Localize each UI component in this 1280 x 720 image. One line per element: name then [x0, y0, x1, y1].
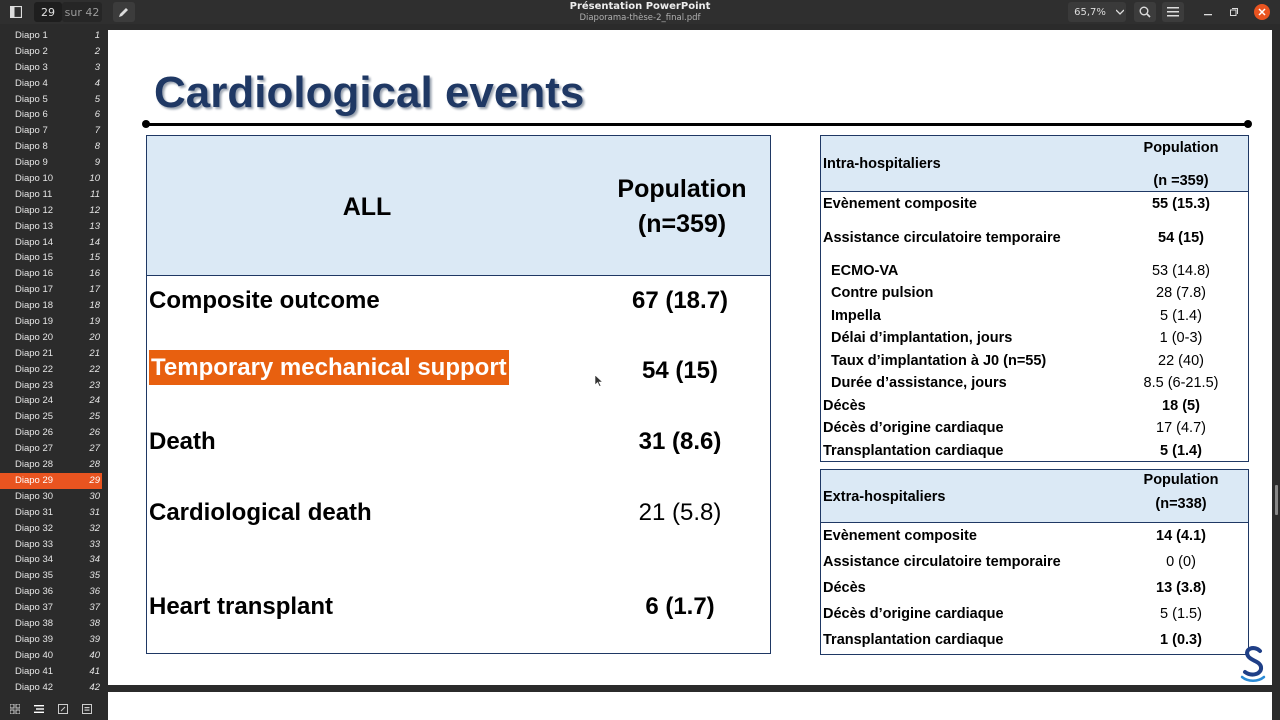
- bookmark-icon: [82, 704, 92, 714]
- sidebar-item-diapo-24[interactable]: [0, 393, 102, 409]
- sidebar-item-label: Diapo 22: [15, 363, 54, 375]
- sidebar-item-number: 36: [89, 586, 100, 598]
- sidebar-item-diapo-30[interactable]: [0, 489, 102, 505]
- row-value: 14 (4.1): [1156, 528, 1206, 544]
- row-value: 21 (5.8): [638, 499, 722, 526]
- header-population-n: (n=338): [1155, 496, 1207, 512]
- maximize-button[interactable]: [1226, 2, 1242, 22]
- sidebar-item-label: Diapo 35: [15, 570, 54, 582]
- sidebar-item-diapo-36[interactable]: [0, 584, 102, 600]
- row-label: Transplantation cardiaque: [823, 443, 1004, 459]
- edit-icon: [58, 704, 68, 714]
- sidebar-item-number: 19: [89, 316, 100, 328]
- page-total: sur 42: [62, 2, 102, 22]
- search-button[interactable]: [1134, 2, 1156, 22]
- sidebar-item-label: Diapo 27: [15, 443, 54, 455]
- row-value: 54 (15): [641, 357, 719, 384]
- scrollbar-thumb[interactable]: [1275, 485, 1278, 515]
- mouse-cursor-icon: [595, 375, 603, 387]
- sidebar-item-label: Diapo 17: [15, 284, 54, 296]
- sidebar-item-label: Diapo 34: [15, 554, 54, 566]
- header-population: Population: [617, 175, 747, 203]
- sidebar-item-label: Diapo 3: [15, 61, 48, 73]
- page-number-input[interactable]: 29: [34, 2, 62, 22]
- sidebar-item-number: 20: [89, 331, 100, 343]
- row-label: Décès d’origine cardiaque: [823, 420, 1004, 436]
- row-label: Contre pulsion: [831, 285, 934, 301]
- sidebar-item-number: 37: [89, 602, 100, 614]
- sidebar-item-number: 33: [89, 538, 100, 550]
- sidebar-item-diapo-20[interactable]: [0, 330, 102, 346]
- sidebar-item-diapo-41[interactable]: [0, 664, 102, 680]
- sidebar-item-number: 4: [94, 77, 100, 89]
- sidebar-item-diapo-22[interactable]: [0, 362, 102, 378]
- sidebar-item-label: Diapo 26: [15, 427, 54, 439]
- sidebar-item-number: 16: [89, 268, 100, 280]
- row-value: 67 (18.7): [631, 287, 729, 314]
- sidebar-item-diapo-15[interactable]: [0, 250, 102, 266]
- sidebar-item-diapo-31[interactable]: [0, 505, 102, 521]
- sidebar-item-diapo-11[interactable]: [0, 187, 102, 203]
- sidebar-item-label: Diapo 16: [15, 268, 54, 280]
- sidebar-item-diapo-4[interactable]: [0, 76, 102, 92]
- row-label: Décès: [823, 580, 866, 596]
- row-value: 0 (0): [1166, 554, 1196, 570]
- row-label: Décès: [823, 398, 866, 414]
- zoom-value: 65,7%: [1074, 6, 1106, 18]
- thumbnails-view-button[interactable]: [6, 701, 24, 717]
- sidebar-item-diapo-27[interactable]: [0, 441, 102, 457]
- sidebar-item-diapo-25[interactable]: [0, 409, 102, 425]
- app-title: Présentation PowerPoint: [569, 1, 711, 12]
- sidebar-item-label: Diapo 23: [15, 379, 54, 391]
- sidebar-item-diapo-6[interactable]: [0, 107, 102, 123]
- next-slide-preview: [108, 692, 1272, 720]
- sidebar-item-number: 28: [89, 459, 100, 471]
- sidebar-item-number: 12: [89, 204, 100, 216]
- sidebar-item-label: Diapo 7: [15, 125, 48, 137]
- list-icon: [34, 704, 44, 714]
- row-label: Taux d’implantation à J0 (n=55): [831, 353, 1047, 369]
- row-label: Evènement composite: [823, 196, 977, 212]
- sidebar-item-number: 8: [94, 141, 100, 153]
- sidebar-item-number: 7: [94, 125, 100, 137]
- row-value: 22 (40): [1158, 353, 1204, 369]
- sidebar-item-label: Diapo 4: [15, 77, 48, 89]
- extra-hospital-table: [820, 469, 1249, 655]
- sidebar-item-label: Diapo 42: [15, 681, 54, 693]
- sidebar-item-label: Diapo 11: [15, 188, 53, 200]
- outline-view-button[interactable]: [30, 701, 48, 717]
- pen-icon: [118, 6, 130, 18]
- header-all: ALL: [342, 193, 392, 221]
- sidebar-item-number: 31: [89, 506, 100, 518]
- sidebar-toggle-button[interactable]: [4, 2, 28, 22]
- sidebar-item-number: 26: [89, 427, 100, 439]
- sidebar-item-number: 38: [89, 617, 100, 629]
- sidebar-item-label: Diapo 19: [15, 316, 54, 328]
- intra-hospital-table: [820, 135, 1249, 462]
- sidebar-item-diapo-13[interactable]: [0, 219, 102, 235]
- sidebar-item-diapo-8[interactable]: [0, 139, 102, 155]
- sidebar-item-number: 41: [89, 665, 100, 677]
- sidebar-item-diapo-23[interactable]: [0, 378, 102, 394]
- header-population-n: (n=359): [637, 210, 727, 238]
- sidebar-item-diapo-28[interactable]: [0, 457, 102, 473]
- sidebar-item-number: 9: [94, 157, 100, 169]
- sidebar-item-diapo-14[interactable]: [0, 235, 102, 251]
- sidebar-item-number: 1: [94, 30, 100, 41]
- table-header: [147, 136, 770, 276]
- header-title: Intra-hospitaliers: [823, 156, 941, 172]
- sidebar-item-label: Diapo 40: [15, 649, 54, 661]
- sidebar-item-diapo-1[interactable]: [0, 28, 102, 44]
- sidebar-item-number: 5: [94, 93, 100, 105]
- sidebar-item-label: Diapo 30: [15, 490, 54, 502]
- slide-page: [108, 30, 1272, 685]
- sidebar-item-diapo-9[interactable]: [0, 155, 102, 171]
- sidebar-item-number: 35: [89, 570, 100, 582]
- thumbnail-sidebar: [0, 28, 104, 698]
- sidebar-item-diapo-7[interactable]: [0, 123, 102, 139]
- table-header: [821, 136, 1248, 192]
- sidebar-item-label: Diapo 28: [15, 459, 54, 471]
- sidebar-item-number: 23: [89, 379, 100, 391]
- search-icon: [1139, 6, 1151, 18]
- sidebar-item-diapo-21[interactable]: [0, 346, 102, 362]
- sidebar-item-label: Diapo 31: [15, 506, 54, 518]
- grid-icon: [10, 704, 20, 714]
- institution-logo: [1240, 645, 1266, 683]
- restore-icon: [1230, 8, 1238, 16]
- sidebar-item-number: 30: [89, 490, 100, 502]
- row-value: 5 (1.4): [1160, 443, 1202, 459]
- row-value: 54 (15): [1158, 230, 1204, 246]
- sidebar-item-label: Diapo 15: [15, 252, 54, 264]
- header-title: Extra-hospitaliers: [823, 489, 946, 505]
- row-label: Durée d’assistance, jours: [831, 375, 1007, 391]
- sidebar-item-label: Diapo 1: [15, 30, 48, 41]
- row-label: Heart transplant: [149, 593, 334, 620]
- row-label: Evènement composite: [823, 528, 977, 544]
- sidebar-item-number: 18: [89, 300, 100, 312]
- slide-title: Cardiological events: [154, 68, 585, 117]
- sidebar-item-number: 32: [89, 522, 100, 534]
- sidebar-item-label: Diapo 18: [15, 300, 54, 312]
- sidebar-item-number: 3: [94, 61, 100, 73]
- sidebar-item-label: Diapo 39: [15, 633, 54, 645]
- annotations-view-button[interactable]: [54, 701, 72, 717]
- sidebar-item-diapo-12[interactable]: [0, 203, 102, 219]
- sidebar-item-label: Diapo 9: [15, 157, 48, 169]
- sidebar-item-number: 15: [89, 252, 100, 264]
- sidebar-item-number: 25: [89, 411, 100, 423]
- hamburger-icon: [1167, 7, 1179, 17]
- sidebar-item-diapo-19[interactable]: [0, 314, 102, 330]
- sidebar-item-number: 40: [89, 649, 100, 661]
- table-header: [821, 470, 1248, 523]
- file-name: Diaporama-thèse-2_final.pdf: [579, 13, 701, 23]
- minimize-icon: [1204, 8, 1212, 16]
- row-value: 31 (8.6): [638, 428, 722, 455]
- sidebar-item-label: Diapo 20: [15, 331, 54, 343]
- sidebar-item-label: Diapo 32: [15, 522, 54, 534]
- sidebar-item-diapo-2[interactable]: [0, 44, 102, 60]
- sidebar-item-number: 42: [89, 681, 100, 693]
- row-label: Cardiological death: [149, 499, 372, 526]
- row-label: Décès d’origine cardiaque: [823, 606, 1004, 622]
- annotate-button[interactable]: [113, 2, 135, 22]
- sidebar-icon: [10, 6, 22, 18]
- row-label: ECMO-VA: [831, 263, 899, 279]
- sidebar-item-diapo-32[interactable]: [0, 521, 102, 537]
- close-button[interactable]: [1254, 4, 1270, 20]
- sidebar-item-number: 29: [89, 474, 100, 486]
- sidebar-item-diapo-40[interactable]: [0, 648, 102, 664]
- sidebar-bottom-bar: [0, 698, 104, 720]
- row-value: 6 (1.7): [645, 593, 715, 620]
- sidebar-item-number: 13: [89, 220, 100, 232]
- sidebar-item-label: Diapo 8: [15, 141, 48, 153]
- row-value: 28 (7.8): [1156, 285, 1206, 301]
- menu-button[interactable]: [1162, 2, 1184, 22]
- main-events-table: [146, 135, 771, 654]
- window-title: [440, 1, 840, 23]
- header-population: Population: [1143, 140, 1219, 156]
- sidebar-item-label: Diapo 33: [15, 538, 54, 550]
- row-value: 1 (0-3): [1159, 330, 1203, 346]
- sidebar-item-number: 22: [89, 363, 100, 375]
- sidebar-item-label: Diapo 12: [15, 204, 54, 216]
- row-value: 1 (0.3): [1160, 632, 1202, 648]
- row-value: 18 (5): [1162, 398, 1200, 414]
- sidebar-item-diapo-42[interactable]: [0, 680, 102, 696]
- sidebar-item-diapo-37[interactable]: [0, 600, 102, 616]
- row-label: Composite outcome: [149, 287, 380, 314]
- sidebar-item-label: Diapo 21: [15, 347, 54, 359]
- sidebar-item-diapo-10[interactable]: [0, 171, 102, 187]
- sidebar-item-diapo-16[interactable]: [0, 266, 102, 282]
- sidebar-item-label: Diapo 36: [15, 586, 54, 598]
- sidebar-item-diapo-3[interactable]: [0, 60, 102, 76]
- row-value: 5 (1.4): [1160, 308, 1202, 324]
- row-value: 17 (4.7): [1156, 420, 1206, 436]
- sidebar-item-label: Diapo 37: [15, 602, 54, 614]
- sidebar-item-label: Diapo 6: [15, 109, 48, 121]
- chevron-down-icon: [1112, 2, 1128, 22]
- sidebar-item-diapo-33[interactable]: [0, 537, 102, 553]
- sidebar-item-number: 17: [89, 284, 100, 296]
- row-label: Impella: [831, 308, 881, 324]
- sidebar-item-number: 11: [90, 188, 100, 200]
- close-icon: [1258, 8, 1266, 16]
- sidebar-item-number: 10: [89, 173, 100, 185]
- row-value: 5 (1.5): [1160, 606, 1202, 622]
- row-label: Transplantation cardiaque: [823, 632, 1004, 648]
- row-value: 8.5 (6-21.5): [1143, 375, 1219, 391]
- row-value: 55 (15.3): [1151, 196, 1211, 212]
- highlight-label: Temporary mechanical support: [149, 350, 509, 385]
- sidebar-item-number: 39: [89, 633, 100, 645]
- minimize-button[interactable]: [1200, 2, 1216, 22]
- sidebar-item-diapo-38[interactable]: [0, 616, 102, 632]
- sidebar-item-label: Diapo 2: [15, 45, 48, 57]
- row-value: 13 (3.8): [1156, 580, 1206, 596]
- header-population-n: (n =359): [1153, 173, 1209, 189]
- sidebar-item-label: Diapo 29: [15, 474, 54, 486]
- sidebar-item-label: Diapo 5: [15, 93, 48, 105]
- sidebar-item-number: 2: [94, 45, 100, 57]
- sidebar-item-number: 6: [94, 109, 100, 121]
- sidebar-item-diapo-35[interactable]: [0, 568, 102, 584]
- bookmarks-view-button[interactable]: [78, 701, 96, 717]
- sidebar-item-number: 21: [89, 347, 100, 359]
- row-label: Assistance circulatoire temporaire: [823, 230, 1061, 246]
- sidebar-item-label: Diapo 13: [15, 220, 54, 232]
- row-label: Assistance circulatoire temporaire: [823, 554, 1061, 570]
- sidebar-item-label: Diapo 10: [15, 173, 54, 185]
- sidebar-item-label: Diapo 41: [15, 665, 54, 677]
- sidebar-item-diapo-39[interactable]: [0, 632, 102, 648]
- row-label: Délai d’implantation, jours: [831, 330, 1013, 346]
- sidebar-item-diapo-26[interactable]: [0, 425, 102, 441]
- sidebar-item-diapo-29[interactable]: [0, 473, 102, 489]
- sidebar-item-number: 34: [89, 554, 100, 566]
- sidebar-item-label: Diapo 14: [15, 236, 54, 248]
- title-bar: [0, 0, 1280, 24]
- sidebar-item-number: 27: [89, 443, 100, 455]
- sidebar-item-number: 14: [89, 236, 100, 248]
- sidebar-item-label: Diapo 24: [15, 395, 54, 407]
- sidebar-item-label: Diapo 38: [15, 617, 54, 629]
- sidebar-item-diapo-18[interactable]: [0, 298, 102, 314]
- sidebar-item-diapo-17[interactable]: [0, 282, 102, 298]
- rule-end-dot: [1244, 120, 1252, 128]
- title-rule: [146, 123, 1250, 126]
- sidebar-item-number: 24: [89, 395, 100, 407]
- sidebar-item-diapo-5[interactable]: [0, 92, 102, 108]
- row-label-highlighted: [149, 354, 509, 382]
- rule-end-dot: [142, 120, 150, 128]
- row-value: 53 (14.8): [1151, 263, 1211, 279]
- header-population: Population: [1143, 472, 1219, 488]
- row-label: Death: [149, 428, 216, 455]
- sidebar-item-label: Diapo 25: [15, 411, 54, 423]
- sidebar-item-diapo-34[interactable]: [0, 552, 102, 568]
